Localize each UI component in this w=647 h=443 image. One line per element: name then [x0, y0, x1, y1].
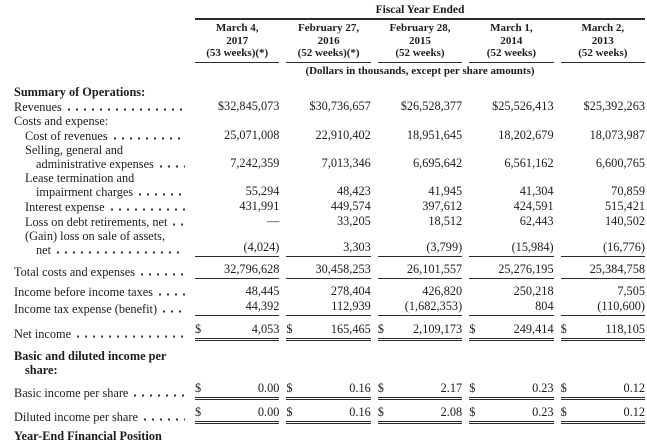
row-costs-and-expense [14, 114, 645, 128]
amount: 2.08 [440, 404, 463, 419]
currency-symbol: $ [195, 321, 202, 336]
value-cell: $25,392,263 [583, 98, 645, 113]
currency-symbol: $ [286, 321, 293, 336]
row-net-income [14, 322, 645, 341]
dot-leader [105, 200, 185, 214]
dot-leader [51, 243, 185, 257]
value-cell: 22,910,402 [315, 127, 371, 142]
amount: 0.16 [349, 404, 371, 419]
value-cell: $25,526,413 [492, 98, 554, 113]
row-label: Income before income taxes [14, 284, 153, 299]
row-basic-income-per-share [14, 381, 645, 400]
currency-symbol: $ [560, 380, 567, 395]
dot-leader [62, 100, 185, 114]
value-cell: (110,600) [561, 299, 645, 316]
value-cell [378, 405, 462, 424]
amount: 249,414 [513, 321, 554, 336]
value-cell [195, 405, 279, 424]
column-date: February 28, [389, 22, 451, 34]
row-lease-termination [14, 171, 645, 199]
row-label: Net income [14, 326, 72, 341]
column-weeks: (52 weeks)(*) [297, 47, 360, 59]
column-date: March 1, [490, 22, 533, 34]
value-cell: (3,799) [378, 240, 462, 257]
row-interest-expense [14, 199, 645, 214]
table-units-row [14, 63, 645, 83]
dot-leader [128, 386, 185, 400]
value-cell: 250,218 [513, 283, 554, 298]
section-label-line1: Basic and diluted income per [14, 348, 167, 363]
value-cell: 18,073,987 [589, 127, 645, 142]
currency-symbol: $ [377, 321, 384, 336]
row-label: Revenues [14, 99, 62, 114]
column-weeks: (52 weeks) [395, 47, 445, 59]
currency-symbol: $ [286, 404, 293, 419]
value-cell: 449,574 [330, 198, 371, 213]
amount: 0.23 [532, 404, 554, 419]
value-cell [286, 405, 370, 424]
value-cell [195, 322, 279, 341]
table-column-headers [14, 20, 645, 63]
column-weeks: (52 weeks) [578, 47, 628, 59]
amount: 2,109,173 [413, 321, 463, 336]
dot-leader [138, 410, 185, 424]
section-label: Costs and expense: [14, 113, 109, 128]
row-total-costs-and-expenses [14, 262, 645, 279]
amount: 2.17 [440, 380, 463, 395]
value-cell: 278,404 [330, 283, 371, 298]
row-label: Diluted income per share [14, 409, 138, 424]
value-cell [378, 381, 462, 400]
value-cell: $30,736,657 [309, 98, 371, 113]
column-year: 2013 [591, 34, 614, 47]
dot-leader [71, 327, 185, 341]
value-cell: 25,071,008 [224, 127, 280, 142]
value-cell: 7,242,359 [230, 155, 280, 170]
value-cell: 33,205 [336, 213, 371, 228]
value-cell: (16,776) [561, 240, 645, 257]
row-diluted-income-per-share [14, 405, 645, 424]
column-header-2017 [195, 22, 279, 63]
amount: 0.16 [349, 380, 371, 395]
value-cell: 41,304 [519, 183, 554, 198]
column-header-2014 [469, 22, 553, 63]
row-label: Income tax expense (benefit) [14, 301, 158, 316]
column-year: 2015 [408, 34, 431, 47]
value-cell: 48,445 [245, 283, 280, 298]
value-cell: 32,796,628 [195, 262, 279, 279]
amount: 0.00 [257, 380, 280, 395]
value-cell: 18,512 [428, 213, 463, 228]
row-sga-expenses [14, 143, 645, 171]
amount: 0.12 [623, 404, 645, 419]
value-cell: 804 [469, 299, 553, 316]
value-cell: 25,384,758 [561, 262, 645, 279]
row-income-before-income-taxes [14, 284, 645, 299]
dot-leader [135, 265, 185, 279]
row-label-line2: net [36, 242, 52, 257]
value-cell: 18,951,645 [406, 127, 463, 142]
value-cell: 44,392 [195, 299, 279, 316]
value-cell: (4,024) [195, 240, 279, 257]
value-cell: 140,502 [605, 213, 645, 228]
dot-leader [153, 285, 185, 299]
row-next-section-clipped [14, 429, 645, 443]
value-cell [561, 322, 645, 341]
value-cell: 26,101,557 [378, 262, 462, 279]
value-cell: 424,591 [513, 198, 554, 213]
value-cell: — [267, 213, 280, 228]
column-date: March 4, [215, 22, 259, 34]
value-cell: 48,423 [336, 183, 371, 198]
row-label: Cost of revenues [25, 128, 108, 143]
row-gain-loss-on-sale-of-assets [14, 229, 645, 257]
value-cell: 7,013,346 [321, 155, 371, 170]
value-cell: (15,984) [469, 240, 553, 257]
column-year: 2016 [317, 34, 340, 47]
row-label-line1: Lease termination and [25, 170, 135, 185]
dot-leader [108, 129, 185, 143]
row-income-tax-expense [14, 299, 645, 316]
dot-leader [133, 185, 185, 199]
row-label: Loss on debt retirements, net [25, 214, 168, 229]
row-label: Interest expense [25, 199, 105, 214]
value-cell [561, 381, 645, 400]
section-label: Year-End Financial Position [14, 428, 162, 443]
amount: 4,053 [251, 321, 280, 336]
value-cell: 431,991 [239, 198, 280, 213]
value-cell: 70,859 [611, 183, 645, 198]
currency-symbol: $ [469, 321, 476, 336]
column-date: February 27, [298, 22, 360, 34]
column-year: 2014 [500, 34, 523, 47]
value-cell: 6,695,642 [413, 155, 463, 170]
value-cell [195, 381, 279, 400]
currency-symbol: $ [469, 380, 476, 395]
value-cell [469, 322, 553, 341]
dot-leader [167, 215, 185, 229]
currency-symbol: $ [195, 380, 202, 395]
row-loss-on-debt-retirements [14, 214, 645, 229]
row-label-line1: (Gain) loss on sale of assets, [25, 228, 166, 243]
column-weeks: (53 weeks)(*) [206, 47, 269, 59]
currency-symbol: $ [286, 380, 293, 395]
currency-symbol: $ [469, 404, 476, 419]
value-cell: 41,945 [428, 183, 463, 198]
row-label: Total costs and expenses [14, 264, 136, 279]
section-label: Summary of Operations: [14, 84, 146, 99]
value-cell: 6,600,765 [595, 155, 645, 170]
row-label: Basic income per share [14, 385, 129, 400]
column-date: March 2, [581, 22, 625, 34]
value-cell: 62,443 [519, 213, 554, 228]
row-revenues [14, 99, 645, 114]
column-header-2013 [561, 22, 645, 63]
value-cell: 18,202,679 [498, 127, 554, 142]
value-cell: 6,561,162 [504, 155, 554, 170]
column-header-2016 [286, 22, 370, 63]
value-cell: 7,505 [617, 283, 645, 298]
row-label-line2: administrative expenses [36, 156, 154, 171]
amount: 118,105 [605, 321, 645, 336]
column-header-2015 [378, 22, 462, 63]
value-cell: 30,458,253 [286, 262, 370, 279]
value-cell: 515,421 [605, 198, 645, 213]
value-cell: (1,682,353) [378, 299, 462, 316]
value-cell: $32,845,073 [217, 98, 280, 113]
currency-symbol: $ [195, 404, 202, 419]
currency-symbol: $ [377, 380, 384, 395]
value-cell: 55,294 [245, 183, 280, 198]
row-label-line1: Selling, general and [25, 142, 124, 157]
row-eps-section-header [14, 349, 645, 377]
column-year: 2017 [226, 34, 249, 47]
value-cell [469, 405, 553, 424]
value-cell: 397,612 [422, 198, 463, 213]
value-cell [378, 322, 462, 341]
table-title-row [14, 4, 645, 20]
amount: 165,465 [330, 321, 371, 336]
currency-symbol: $ [377, 404, 384, 419]
value-cell: 25,276,195 [469, 262, 553, 279]
value-cell [286, 322, 370, 341]
row-cost-of-revenues [14, 128, 645, 143]
amount: 0.00 [257, 404, 280, 419]
column-weeks: (52 weeks) [486, 47, 536, 59]
value-cell [469, 381, 553, 400]
value-cell: $26,528,377 [400, 98, 463, 113]
currency-symbol: $ [560, 404, 567, 419]
value-cell: 3,303 [286, 240, 370, 257]
amount: 0.23 [532, 380, 554, 395]
value-cell: 426,820 [422, 283, 463, 298]
currency-symbol: $ [560, 321, 567, 336]
row-label-line2: impairment charges [36, 184, 134, 199]
dot-leader [154, 157, 185, 171]
value-cell [561, 405, 645, 424]
value-cell [286, 381, 370, 400]
dot-leader [157, 302, 185, 316]
row-summary-of-operations [14, 85, 645, 99]
table-title: Fiscal Year Ended [195, 4, 645, 20]
units-note: (Dollars in thousands, except per share amounts) [305, 64, 535, 77]
value-cell: 112,939 [286, 299, 370, 316]
amount: 0.12 [623, 380, 645, 395]
section-label-line2: share: [25, 362, 58, 377]
